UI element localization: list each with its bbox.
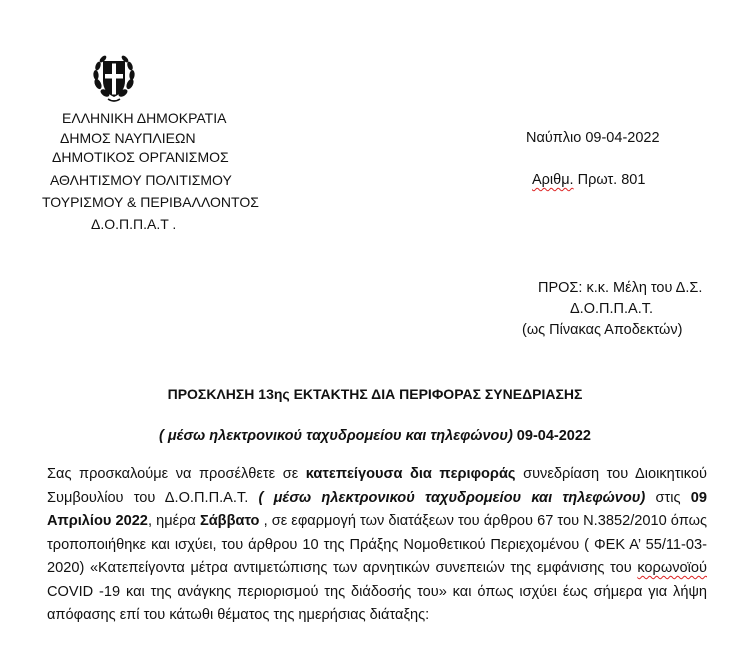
sender-line-6: Δ.Ο.Π.Π.Α.Τ . (91, 216, 177, 232)
protocol-label-word: Αριθμ. (532, 172, 574, 188)
sender-line-2: ΔΗΜΟΣ ΝΑΥΠΛΙΕΩΝ (60, 129, 196, 146)
body-text-4: , ημέρα (147, 513, 200, 529)
body-meeting-day: Σάββατο (199, 513, 260, 529)
protocol-number-text: Πρωτ. 801 (573, 172, 646, 188)
subtitle-delivery-method: ( μέσω ηλεκτρονικού ταχυδρομείου και τηλεφώνου) (159, 428, 513, 444)
body-text-2: συνεδρίαση του Διοικητικού Συμβουλίου του Δ.Ο.Π.Π.Α.Τ. (47, 466, 707, 506)
body-text-1: Σας προσκαλούμε να προσέλθετε σε (47, 466, 306, 482)
invitation-body (47, 463, 707, 628)
recipient-line-2: Δ.Ο.Π.Π.Α.Τ. (570, 301, 654, 317)
invitation-title: ΠΡΟΣΚΛΗΣΗ 13ης ΕΚΤΑΚΤΗΣ ΔΙΑ ΠΕΡΙΦΟΡΑΣ ΣΥΝΕΔΡΙΑΣΗΣ (167, 386, 583, 402)
sender-line-4: ΑΘΛΗΤΙΣΜΟΥ ΠΟΛΙΤΙΣΜΟΥ (50, 172, 232, 188)
subtitle-date: 09-04-2022 (512, 428, 591, 444)
sender-line-1: ΕΛΛΗΝΙΚΗ ΔΗΜΟΚΡΑΤΙΑ (62, 110, 227, 126)
body-misspelled-word: κορωνοϊού (637, 560, 707, 576)
recipient-line-3: (ως Πίνακας Αποδεκτών) (522, 322, 683, 338)
body-urgent: κατεπείγουσα δια περιφοράς (305, 466, 516, 482)
recipient-line-1: ΠΡΟΣ: κ.κ. Μέλη του Δ.Σ. (538, 280, 703, 296)
body-text-5: , σε εφαρμογή των διατάξεων του άρθρου 67 του Ν.3852/2010 όπως τροποποιήθηκε και ισχύει, του άρθρου 10 της Πράξης Νομοθετικού Περιεχομένου ( ΦΕΚ Α’ 55/11-03-2020) «Κατεπείγοντα μέτρα αντιμετώπισης των αρνητικών συνεπειών της εμφάνισης του (47, 513, 707, 576)
greek-coat-of-arms-icon (92, 54, 136, 104)
body-text-6: COVID -19 και της ανάγκης περιορισμού της διάδοσής του» και όπως ισχύει έως σήμερα για λήψη απόφασης επί του κάτωθι θέματος της ημερήσιας διάταξης: (47, 583, 707, 623)
body-meeting-date: 09 Απριλίου 2022 (47, 489, 707, 529)
invitation-subtitle (0, 428, 750, 444)
sender-line-3: ΔΗΜΟΤΙΚΟΣ ΟΡΓΑΝΙΣΜΟΣ (52, 149, 229, 165)
protocol-number (532, 172, 645, 188)
body-delivery-method: ( μέσω ηλεκτρονικού ταχυδρομείου και τηλεφώνου) (258, 489, 646, 506)
body-text-3: στις (645, 489, 691, 506)
document-date: Ναύπλιο 09-04-2022 (526, 130, 660, 146)
sender-line-5: ΤΟΥΡΙΣΜΟΥ & ΠΕΡΙΒΑΛΛΟΝΤΟΣ (42, 194, 259, 210)
